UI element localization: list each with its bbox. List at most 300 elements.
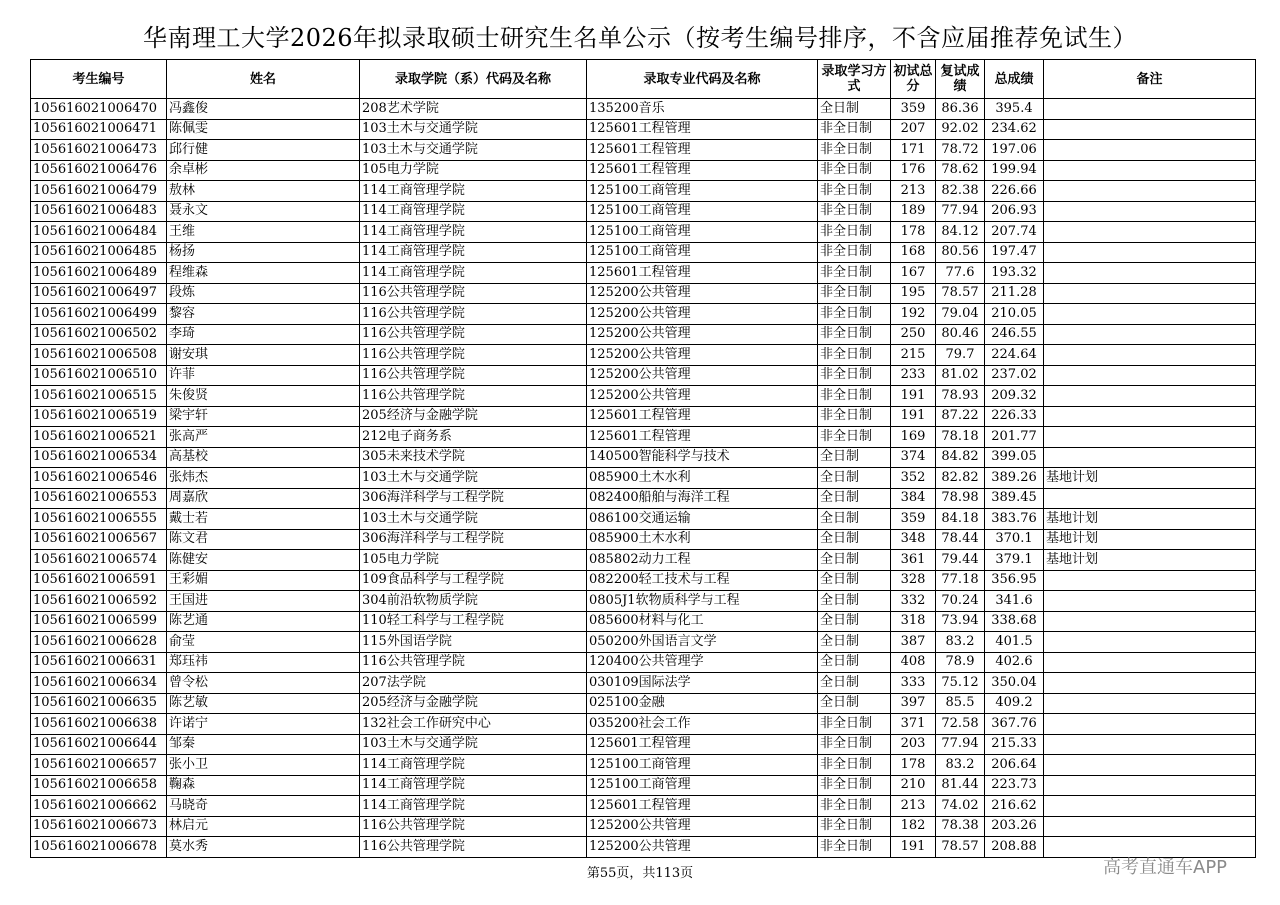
cell-exam-id: 105616021006658 — [31, 775, 167, 796]
cell-study-mode: 非全日制 — [818, 386, 891, 407]
cell-initial-score: 397 — [891, 693, 936, 714]
cell-college: 212电子商务系 — [360, 427, 587, 448]
cell-major: 135200音乐 — [587, 99, 818, 120]
cell-initial-score: 250 — [891, 324, 936, 345]
cell-initial-score: 191 — [891, 837, 936, 858]
cell-total-score: 193.32 — [985, 263, 1044, 284]
cell-college: 114工商管理学院 — [360, 222, 587, 243]
cell-study-mode: 非全日制 — [818, 324, 891, 345]
cell-study-mode: 非全日制 — [818, 119, 891, 140]
cell-total-score: 237.02 — [985, 365, 1044, 386]
cell-total-score: 370.1 — [985, 529, 1044, 550]
cell-name: 谢安琪 — [167, 345, 360, 366]
cell-college: 116公共管理学院 — [360, 283, 587, 304]
cell-name: 陈健安 — [167, 550, 360, 571]
cell-total-score: 226.33 — [985, 406, 1044, 427]
cell-remarks — [1044, 775, 1256, 796]
cell-total-score: 207.74 — [985, 222, 1044, 243]
cell-study-mode: 非全日制 — [818, 345, 891, 366]
table-row — [31, 283, 1256, 304]
cell-major: 140500智能科学与技术 — [587, 447, 818, 468]
cell-major: 125200公共管理 — [587, 386, 818, 407]
cell-exam-id: 105616021006502 — [31, 324, 167, 345]
table-row — [31, 837, 1256, 858]
cell-college: 114工商管理学院 — [360, 242, 587, 263]
cell-exam-id: 105616021006592 — [31, 591, 167, 612]
cell-study-mode: 非全日制 — [818, 181, 891, 202]
cell-initial-score: 213 — [891, 181, 936, 202]
table-row — [31, 488, 1256, 509]
cell-major: 082200轻工技术与工程 — [587, 570, 818, 591]
cell-college: 116公共管理学院 — [360, 652, 587, 673]
cell-major: 0805J1软物质科学与工程 — [587, 591, 818, 612]
header-name: 姓名 — [167, 60, 360, 99]
admission-table — [30, 59, 1256, 858]
cell-name: 高基校 — [167, 447, 360, 468]
cell-name: 许诺宁 — [167, 714, 360, 735]
cell-remarks — [1044, 222, 1256, 243]
header-initial-score: 初试总分 — [891, 60, 936, 99]
cell-study-mode: 非全日制 — [818, 201, 891, 222]
cell-name: 敖林 — [167, 181, 360, 202]
cell-retest-score: 85.5 — [936, 693, 985, 714]
cell-retest-score: 84.12 — [936, 222, 985, 243]
cell-college: 105电力学院 — [360, 550, 587, 571]
cell-retest-score: 87.22 — [936, 406, 985, 427]
cell-exam-id: 105616021006631 — [31, 652, 167, 673]
cell-total-score: 201.77 — [985, 427, 1044, 448]
cell-college: 116公共管理学院 — [360, 816, 587, 837]
cell-study-mode: 非全日制 — [818, 365, 891, 386]
cell-total-score: 379.1 — [985, 550, 1044, 571]
cell-exam-id: 105616021006638 — [31, 714, 167, 735]
cell-initial-score: 176 — [891, 160, 936, 181]
header-retest-score: 复试成绩 — [936, 60, 985, 99]
cell-remarks — [1044, 755, 1256, 776]
cell-retest-score: 81.44 — [936, 775, 985, 796]
cell-name: 段炼 — [167, 283, 360, 304]
cell-major: 120400公共管理学 — [587, 652, 818, 673]
cell-study-mode: 非全日制 — [818, 796, 891, 817]
cell-major: 125100工商管理 — [587, 242, 818, 263]
cell-major: 125100工商管理 — [587, 201, 818, 222]
cell-total-score: 234.62 — [985, 119, 1044, 140]
cell-major: 085802动力工程 — [587, 550, 818, 571]
cell-initial-score: 203 — [891, 734, 936, 755]
cell-college: 305未来技术学院 — [360, 447, 587, 468]
cell-exam-id: 105616021006553 — [31, 488, 167, 509]
cell-total-score: 206.64 — [985, 755, 1044, 776]
cell-major: 125601工程管理 — [587, 734, 818, 755]
cell-college: 306海洋科学与工程学院 — [360, 529, 587, 550]
cell-major: 025100金融 — [587, 693, 818, 714]
table-row — [31, 673, 1256, 694]
cell-retest-score: 78.72 — [936, 140, 985, 161]
table-row — [31, 714, 1256, 735]
cell-college: 306海洋科学与工程学院 — [360, 488, 587, 509]
cell-study-mode: 全日制 — [818, 652, 891, 673]
cell-retest-score: 78.44 — [936, 529, 985, 550]
cell-name: 陈佩雯 — [167, 119, 360, 140]
table-row — [31, 796, 1256, 817]
cell-remarks — [1044, 816, 1256, 837]
cell-exam-id: 105616021006591 — [31, 570, 167, 591]
cell-initial-score: 191 — [891, 406, 936, 427]
cell-major: 030109国际法学 — [587, 673, 818, 694]
cell-study-mode: 全日制 — [818, 447, 891, 468]
cell-college: 114工商管理学院 — [360, 775, 587, 796]
cell-total-score: 389.45 — [985, 488, 1044, 509]
cell-total-score: 401.5 — [985, 632, 1044, 653]
cell-name: 梁宇轩 — [167, 406, 360, 427]
cell-study-mode: 全日制 — [818, 611, 891, 632]
cell-college: 103土木与交通学院 — [360, 140, 587, 161]
cell-initial-score: 387 — [891, 632, 936, 653]
cell-total-score: 215.33 — [985, 734, 1044, 755]
table-row — [31, 324, 1256, 345]
cell-study-mode: 全日制 — [818, 693, 891, 714]
table-row — [31, 550, 1256, 571]
cell-college: 114工商管理学院 — [360, 263, 587, 284]
cell-exam-id: 105616021006678 — [31, 837, 167, 858]
cell-study-mode: 全日制 — [818, 673, 891, 694]
cell-initial-score: 207 — [891, 119, 936, 140]
cell-major: 125100工商管理 — [587, 181, 818, 202]
cell-exam-id: 105616021006483 — [31, 201, 167, 222]
cell-exam-id: 105616021006546 — [31, 468, 167, 489]
cell-retest-score: 84.82 — [936, 447, 985, 468]
cell-name: 余卓彬 — [167, 160, 360, 181]
cell-remarks — [1044, 119, 1256, 140]
cell-total-score: 402.6 — [985, 652, 1044, 673]
cell-study-mode: 全日制 — [818, 632, 891, 653]
cell-retest-score: 79.7 — [936, 345, 985, 366]
cell-retest-score: 73.94 — [936, 611, 985, 632]
cell-remarks — [1044, 365, 1256, 386]
cell-college: 116公共管理学院 — [360, 304, 587, 325]
watermark: 高考直通车APP — [1103, 857, 1228, 878]
cell-initial-score: 169 — [891, 427, 936, 448]
cell-retest-score: 78.38 — [936, 816, 985, 837]
table-row — [31, 365, 1256, 386]
table-row — [31, 816, 1256, 837]
cell-exam-id: 105616021006485 — [31, 242, 167, 263]
cell-major: 050200外国语言文学 — [587, 632, 818, 653]
cell-remarks — [1044, 611, 1256, 632]
cell-study-mode: 非全日制 — [818, 140, 891, 161]
cell-remarks — [1044, 263, 1256, 284]
table-body — [31, 99, 1256, 858]
page-title: 华南理工大学2026年拟录取硕士研究生名单公示（按考生编号排序，不含应届推荐免试生） — [142, 24, 1138, 52]
cell-total-score: 399.05 — [985, 447, 1044, 468]
cell-college: 208艺术学院 — [360, 99, 587, 120]
table-row — [31, 201, 1256, 222]
cell-total-score: 197.47 — [985, 242, 1044, 263]
cell-name: 冯鑫俊 — [167, 99, 360, 120]
table-row — [31, 509, 1256, 530]
table-row — [31, 242, 1256, 263]
cell-total-score: 211.28 — [985, 283, 1044, 304]
cell-retest-score: 72.58 — [936, 714, 985, 735]
cell-total-score: 203.26 — [985, 816, 1044, 837]
cell-initial-score: 182 — [891, 816, 936, 837]
cell-remarks — [1044, 160, 1256, 181]
cell-college: 304前沿软物质学院 — [360, 591, 587, 612]
table-row — [31, 591, 1256, 612]
cell-total-score: 383.76 — [985, 509, 1044, 530]
cell-major: 125601工程管理 — [587, 406, 818, 427]
cell-college: 114工商管理学院 — [360, 181, 587, 202]
cell-retest-score: 77.94 — [936, 734, 985, 755]
cell-college: 116公共管理学院 — [360, 386, 587, 407]
cell-total-score: 210.05 — [985, 304, 1044, 325]
cell-initial-score: 361 — [891, 550, 936, 571]
table-row — [31, 99, 1256, 120]
cell-initial-score: 328 — [891, 570, 936, 591]
cell-retest-score: 79.04 — [936, 304, 985, 325]
table-row — [31, 119, 1256, 140]
table-row — [31, 529, 1256, 550]
cell-initial-score: 213 — [891, 796, 936, 817]
table-row — [31, 304, 1256, 325]
cell-study-mode: 非全日制 — [818, 837, 891, 858]
cell-exam-id: 105616021006484 — [31, 222, 167, 243]
cell-study-mode: 非全日制 — [818, 160, 891, 181]
cell-major: 125100工商管理 — [587, 222, 818, 243]
cell-college: 114工商管理学院 — [360, 796, 587, 817]
header-study-mode: 录取学习方式 — [818, 60, 891, 99]
table-row — [31, 222, 1256, 243]
cell-total-score: 209.32 — [985, 386, 1044, 407]
cell-retest-score: 83.2 — [936, 755, 985, 776]
cell-study-mode: 全日制 — [818, 99, 891, 120]
cell-remarks: 基地计划 — [1044, 509, 1256, 530]
cell-study-mode: 非全日制 — [818, 222, 891, 243]
cell-remarks — [1044, 304, 1256, 325]
cell-name: 陈艺敏 — [167, 693, 360, 714]
cell-remarks — [1044, 632, 1256, 653]
cell-study-mode: 全日制 — [818, 529, 891, 550]
cell-name: 邱行健 — [167, 140, 360, 161]
cell-total-score: 216.62 — [985, 796, 1044, 817]
cell-initial-score: 167 — [891, 263, 936, 284]
cell-study-mode: 非全日制 — [818, 406, 891, 427]
cell-college: 116公共管理学院 — [360, 345, 587, 366]
cell-initial-score: 318 — [891, 611, 936, 632]
cell-initial-score: 192 — [891, 304, 936, 325]
cell-retest-score: 78.93 — [936, 386, 985, 407]
cell-study-mode: 非全日制 — [818, 816, 891, 837]
cell-exam-id: 105616021006497 — [31, 283, 167, 304]
cell-name: 许菲 — [167, 365, 360, 386]
header-college: 录取学院（系）代码及名称 — [360, 60, 587, 99]
cell-retest-score: 82.82 — [936, 468, 985, 489]
cell-retest-score: 81.02 — [936, 365, 985, 386]
cell-major: 125200公共管理 — [587, 304, 818, 325]
cell-initial-score: 215 — [891, 345, 936, 366]
cell-major: 125200公共管理 — [587, 837, 818, 858]
cell-initial-score: 333 — [891, 673, 936, 694]
cell-retest-score: 78.9 — [936, 652, 985, 673]
cell-name: 周嘉欣 — [167, 488, 360, 509]
cell-remarks — [1044, 447, 1256, 468]
cell-retest-score: 78.57 — [936, 837, 985, 858]
table-row — [31, 570, 1256, 591]
cell-initial-score: 178 — [891, 755, 936, 776]
table-row — [31, 427, 1256, 448]
cell-retest-score: 84.18 — [936, 509, 985, 530]
cell-name: 程维森 — [167, 263, 360, 284]
cell-name: 张高严 — [167, 427, 360, 448]
cell-major: 085600材料与化工 — [587, 611, 818, 632]
cell-college: 205经济与金融学院 — [360, 693, 587, 714]
cell-name: 黎容 — [167, 304, 360, 325]
cell-college: 103土木与交通学院 — [360, 509, 587, 530]
cell-major: 125100工商管理 — [587, 775, 818, 796]
cell-name: 王维 — [167, 222, 360, 243]
cell-total-score: 224.64 — [985, 345, 1044, 366]
cell-total-score: 197.06 — [985, 140, 1044, 161]
cell-total-score: 341.6 — [985, 591, 1044, 612]
cell-study-mode: 非全日制 — [818, 755, 891, 776]
cell-name: 鞠森 — [167, 775, 360, 796]
cell-exam-id: 105616021006521 — [31, 427, 167, 448]
cell-initial-score: 233 — [891, 365, 936, 386]
cell-major: 125100工商管理 — [587, 755, 818, 776]
cell-college: 116公共管理学院 — [360, 837, 587, 858]
cell-remarks — [1044, 570, 1256, 591]
cell-initial-score: 359 — [891, 509, 936, 530]
page-number: 第55页，共113页 — [586, 866, 694, 881]
cell-study-mode: 非全日制 — [818, 283, 891, 304]
cell-major: 086100交通运输 — [587, 509, 818, 530]
table-row — [31, 632, 1256, 653]
cell-exam-id: 105616021006534 — [31, 447, 167, 468]
cell-study-mode: 非全日制 — [818, 714, 891, 735]
cell-initial-score: 408 — [891, 652, 936, 673]
cell-exam-id: 105616021006508 — [31, 345, 167, 366]
cell-initial-score: 352 — [891, 468, 936, 489]
cell-retest-score: 79.44 — [936, 550, 985, 571]
cell-retest-score: 80.46 — [936, 324, 985, 345]
cell-college: 110轻工科学与工程学院 — [360, 611, 587, 632]
cell-major: 082400船舶与海洋工程 — [587, 488, 818, 509]
cell-college: 116公共管理学院 — [360, 324, 587, 345]
cell-major: 125601工程管理 — [587, 160, 818, 181]
cell-major: 125200公共管理 — [587, 324, 818, 345]
cell-exam-id: 105616021006489 — [31, 263, 167, 284]
cell-college: 116公共管理学院 — [360, 365, 587, 386]
cell-study-mode: 非全日制 — [818, 775, 891, 796]
table-row — [31, 263, 1256, 284]
cell-name: 王彩媚 — [167, 570, 360, 591]
cell-major: 125200公共管理 — [587, 816, 818, 837]
cell-initial-score: 371 — [891, 714, 936, 735]
cell-study-mode: 全日制 — [818, 570, 891, 591]
cell-remarks — [1044, 652, 1256, 673]
cell-initial-score: 168 — [891, 242, 936, 263]
table-row — [31, 406, 1256, 427]
cell-retest-score: 70.24 — [936, 591, 985, 612]
cell-retest-score: 78.18 — [936, 427, 985, 448]
cell-remarks — [1044, 386, 1256, 407]
cell-name: 邹秦 — [167, 734, 360, 755]
cell-total-score: 208.88 — [985, 837, 1044, 858]
cell-major: 125601工程管理 — [587, 119, 818, 140]
cell-study-mode: 全日制 — [818, 550, 891, 571]
cell-name: 李琦 — [167, 324, 360, 345]
cell-retest-score: 86.36 — [936, 99, 985, 120]
cell-initial-score: 191 — [891, 386, 936, 407]
cell-exam-id: 105616021006510 — [31, 365, 167, 386]
cell-exam-id: 105616021006499 — [31, 304, 167, 325]
cell-exam-id: 105616021006599 — [31, 611, 167, 632]
header-major: 录取专业代码及名称 — [587, 60, 818, 99]
table-row — [31, 611, 1256, 632]
cell-exam-id: 105616021006476 — [31, 160, 167, 181]
cell-remarks — [1044, 324, 1256, 345]
cell-major: 125601工程管理 — [587, 427, 818, 448]
cell-exam-id: 105616021006470 — [31, 99, 167, 120]
cell-college: 109食品科学与工程学院 — [360, 570, 587, 591]
cell-retest-score: 74.02 — [936, 796, 985, 817]
cell-retest-score: 83.2 — [936, 632, 985, 653]
cell-total-score: 389.26 — [985, 468, 1044, 489]
cell-retest-score: 92.02 — [936, 119, 985, 140]
cell-study-mode: 全日制 — [818, 468, 891, 489]
cell-remarks — [1044, 693, 1256, 714]
cell-name: 马晓奇 — [167, 796, 360, 817]
cell-total-score: 223.73 — [985, 775, 1044, 796]
cell-total-score: 199.94 — [985, 160, 1044, 181]
cell-exam-id: 105616021006519 — [31, 406, 167, 427]
cell-exam-id: 105616021006635 — [31, 693, 167, 714]
table-row — [31, 734, 1256, 755]
cell-name: 俞莹 — [167, 632, 360, 653]
cell-name: 朱俊贤 — [167, 386, 360, 407]
cell-major: 125200公共管理 — [587, 283, 818, 304]
cell-study-mode: 全日制 — [818, 488, 891, 509]
cell-college: 114工商管理学院 — [360, 755, 587, 776]
cell-remarks — [1044, 345, 1256, 366]
table-row — [31, 447, 1256, 468]
cell-initial-score: 210 — [891, 775, 936, 796]
cell-college: 115外国语学院 — [360, 632, 587, 653]
cell-initial-score: 374 — [891, 447, 936, 468]
cell-major: 085900土木水利 — [587, 529, 818, 550]
cell-exam-id: 105616021006644 — [31, 734, 167, 755]
cell-initial-score: 189 — [891, 201, 936, 222]
cell-retest-score: 78.98 — [936, 488, 985, 509]
cell-major: 125200公共管理 — [587, 365, 818, 386]
cell-college: 205经济与金融学院 — [360, 406, 587, 427]
cell-study-mode: 非全日制 — [818, 304, 891, 325]
cell-remarks — [1044, 181, 1256, 202]
cell-study-mode: 全日制 — [818, 509, 891, 530]
cell-name: 杨扬 — [167, 242, 360, 263]
table-row — [31, 652, 1256, 673]
cell-college: 207法学院 — [360, 673, 587, 694]
cell-name: 戴士若 — [167, 509, 360, 530]
cell-remarks — [1044, 714, 1256, 735]
cell-college: 114工商管理学院 — [360, 201, 587, 222]
cell-name: 陈艺通 — [167, 611, 360, 632]
cell-total-score: 226.66 — [985, 181, 1044, 202]
table-header-row — [31, 60, 1256, 99]
cell-major: 125200公共管理 — [587, 345, 818, 366]
cell-study-mode: 非全日制 — [818, 734, 891, 755]
cell-college: 103土木与交通学院 — [360, 734, 587, 755]
